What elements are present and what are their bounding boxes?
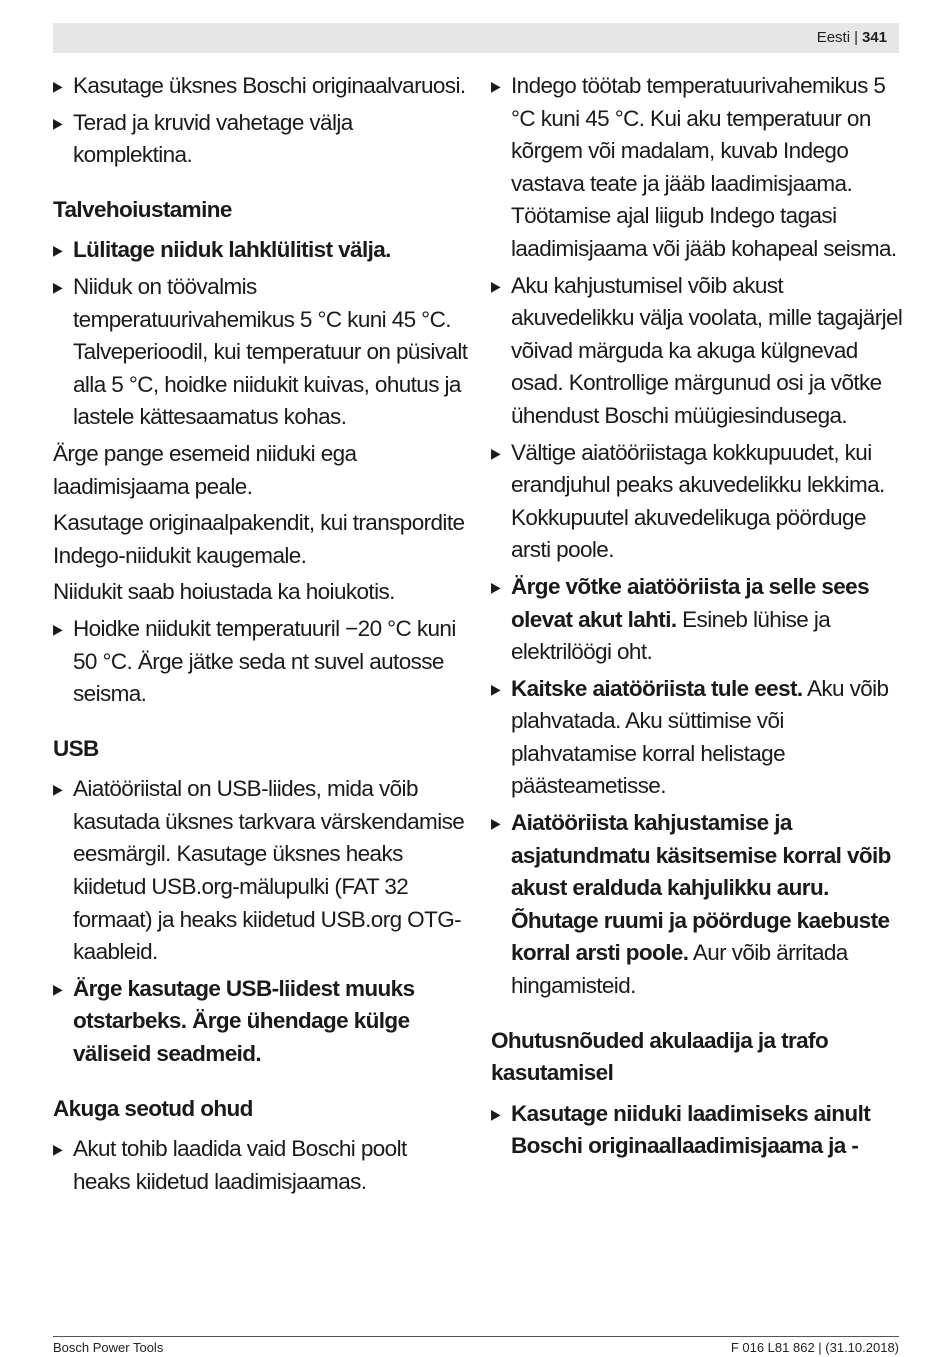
running-header: [817, 29, 887, 46]
triangle-right-icon: ▶: [53, 781, 63, 798]
section-heading-charger: Ohutusnõuded akulaadija ja trafo kasutamisel: [491, 1027, 829, 1086]
triangle-right-icon: ▶: [53, 78, 63, 94]
list-item-text: Indego töötab temperatuurivahemikus 5 °C kuni 45 °C. Kui aku temperatuur on kõrgem või madalam, kuvab Indego vastava teate ja jääb laadimisjaama. Töötamise ajal liigub Indego tagasi laadimisjaama või jääb kohapeal seisma.: [511, 73, 897, 261]
list-item: [53, 1133, 468, 1198]
list-item-text: Esineb lühise ja elektrilöögi oht.: [511, 606, 831, 665]
list-item: [491, 70, 906, 266]
header-language: Eesti: [816, 29, 851, 46]
triangle-right-icon: ▶: [491, 815, 501, 832]
section-heading-usb: USB: [53, 735, 99, 761]
paragraph: Niidukit saab hoiustada ka hoiukotis.: [53, 579, 395, 605]
list-item-text: Aiatööriistal on USB-liides, mida võib kasutada üksnes tarkvara värskendamise eesmärgil. Kasutage üksnes heaks kiidetud USB.org-mälupulki (FAT 32 formaat) ja heaks kiidetud USB.org OTG-kaableid.: [73, 776, 465, 965]
triangle-right-icon: ▶: [53, 620, 63, 637]
right-column: [491, 70, 906, 1167]
triangle-right-icon: ▶: [53, 1141, 63, 1158]
list-item-bold-text: Kaitske aiatööriista tule eest.: [511, 675, 803, 701]
section-heading-winter: Talvehoiustamine: [53, 196, 232, 222]
paragraph: Kasutage originaalpakendit, kui transpordite Indego-niidukit kaugemale.: [53, 510, 465, 568]
list-item: [53, 234, 468, 267]
list-item-text: Aku kahjustumisel võib akust akuvedelikku välja voolata, mille tagajärjel võivad märguda ka akuga külgnevad osad. Kontrollige märgunud osi ja võtke ühendust Boschi müügiesindusega.: [511, 272, 903, 428]
list-item-text: Aur võib ärritada hingamisteid.: [511, 940, 848, 999]
list-item-text: Vältige aiatööriistaga kokkupuudet, kui erandjuhul peaks akuvedelikku lekkima. Kokkupuutel akuvedelikuga pöörduge arsti poole.: [511, 439, 885, 563]
triangle-right-icon: ▶: [491, 578, 501, 595]
triangle-right-icon: ▶: [53, 278, 63, 295]
list-item-bold-text: Aiatööriista kahjustamise ja asjatundmatu käsitsemise korral võib akust eralduda kahjulikku auru. Õhutage ruumi ja pöörduge kaebuste korral arsti poole.: [511, 810, 891, 966]
section-heading-battery: Akuga seotud ohud: [53, 1095, 253, 1121]
header-bar: [53, 23, 899, 53]
footer-divider: [53, 1336, 899, 1337]
triangle-right-icon: ▶: [53, 980, 63, 997]
list-item-text: Akut tohib laadida vaid Boschi poolt heaks kiidetud laadimisjaamas.: [73, 1136, 407, 1194]
list-item-bold-text: Ärge võtke aiatööriista ja selle sees olevat akut lahti.: [511, 573, 869, 632]
list-item-text: Lülitage niiduk lahklülitist välja.: [73, 237, 391, 263]
triangle-right-icon: ▶: [491, 444, 501, 461]
paragraph: Ärge pange esemeid niiduki ega laadimisjaama peale.: [53, 440, 357, 499]
triangle-right-icon: ▶: [491, 1105, 501, 1122]
triangle-right-icon: ▶: [491, 277, 501, 294]
list-item-text: Hoidke niidukit temperatuuril −20 °C kuni 50 °C. Ärge jätke seda nt suvel autosse seisma.: [73, 615, 456, 707]
list-item-text: Kasutage niiduki laadimiseks ainult Boschi originaallaadimisjaama ja -: [511, 1100, 871, 1159]
triangle-right-icon: ▶: [491, 680, 501, 697]
list-item-text: Aku võib plahvatada. Aku süttimise või plahvatamise korral helistage päästeametisse.: [511, 675, 889, 799]
list-item: [53, 773, 468, 969]
triangle-right-icon: ▶: [53, 242, 63, 259]
list-item: [53, 613, 468, 711]
header-separator: |: [854, 29, 858, 46]
list-item-text: Kasutage üksnes Boschi originaalvaruosi.: [73, 73, 466, 98]
list-item: [491, 270, 906, 433]
triangle-right-icon: ▶: [491, 78, 501, 94]
list-item: [491, 1098, 906, 1163]
left-column: [53, 70, 468, 1202]
list-item: [53, 271, 468, 434]
list-item: [53, 973, 468, 1071]
list-item-text: Terad ja kruvid vahetage välja komplektina.: [73, 109, 353, 168]
footer-doc-code: F 016 L81 862 | (31.10.2018): [730, 1340, 899, 1355]
list-item: [491, 571, 906, 669]
list-item: [53, 107, 468, 172]
footer-publisher: Bosch Power Tools: [53, 1340, 164, 1355]
list-item-text: Niiduk on töövalmis temperatuurivahemikus 5 °C kuni 45 °C. Talveperioodil, kui temperatuur on püsivalt alla 5 °C, hoidke niidukit kuivas, ohutus ja lastele kättesaamatus kohas.: [73, 273, 468, 430]
list-item-text: Ärge kasutage USB-liidest muuks otstarbeks. Ärge ühendage külge väliseid seadmeid.: [73, 975, 415, 1067]
list-item: [491, 673, 906, 803]
list-item: [491, 437, 906, 567]
list-item: [53, 70, 468, 103]
page-number: 341: [861, 29, 887, 46]
triangle-right-icon: ▶: [53, 114, 63, 131]
list-item: [491, 807, 906, 1003]
